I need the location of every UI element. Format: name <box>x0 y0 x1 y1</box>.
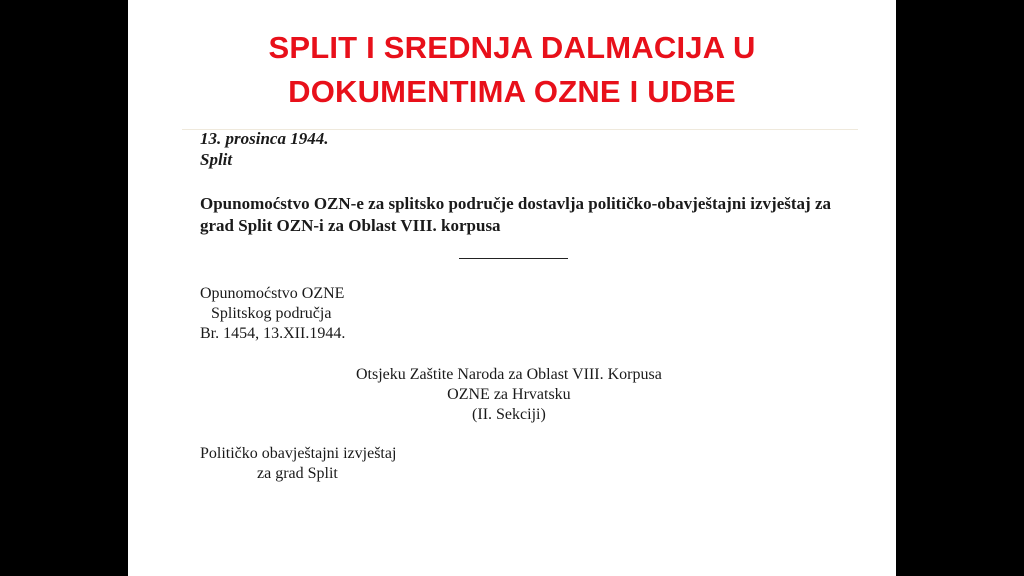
document-scan <box>128 0 896 576</box>
slide <box>128 0 896 576</box>
document-heading: Opunomoćstvo OZN-e za splitsko područje dostavlja političko-obavještajni izvještaj za grad Split OZN-i za Oblast VIII. korpusa <box>200 194 831 235</box>
sender-block <box>200 284 345 344</box>
sender-line-2: Splitskog područja <box>211 305 332 322</box>
report-line-1: Političko obavještajni izvještaj <box>200 445 397 462</box>
heading-underline <box>459 258 568 259</box>
report-line-2: za grad Split <box>257 465 338 482</box>
report-title-block <box>200 444 396 484</box>
recipient-block <box>356 365 662 425</box>
recipient-line-2: OZNE za Hrvatsku <box>447 386 571 403</box>
recipient-line-1: Otsjeku Zaštite Naroda za Oblast VIII. Korpusa <box>356 366 662 383</box>
document-place: Split <box>200 150 233 169</box>
slide-title-line-2: DOKUMENTIMA OZNE I UDBE <box>288 74 736 109</box>
sender-line-3: Br. 1454, 13.XII.1944. <box>200 325 346 342</box>
slide-title-line-1: SPLIT I SREDNJA DALMACIJA U <box>268 30 756 65</box>
recipient-line-3: (II. Sekciji) <box>472 406 546 423</box>
document-date: 13. prosinca 1944. <box>200 129 329 148</box>
sender-line-1: Opunomoćstvo OZNE <box>200 285 345 302</box>
